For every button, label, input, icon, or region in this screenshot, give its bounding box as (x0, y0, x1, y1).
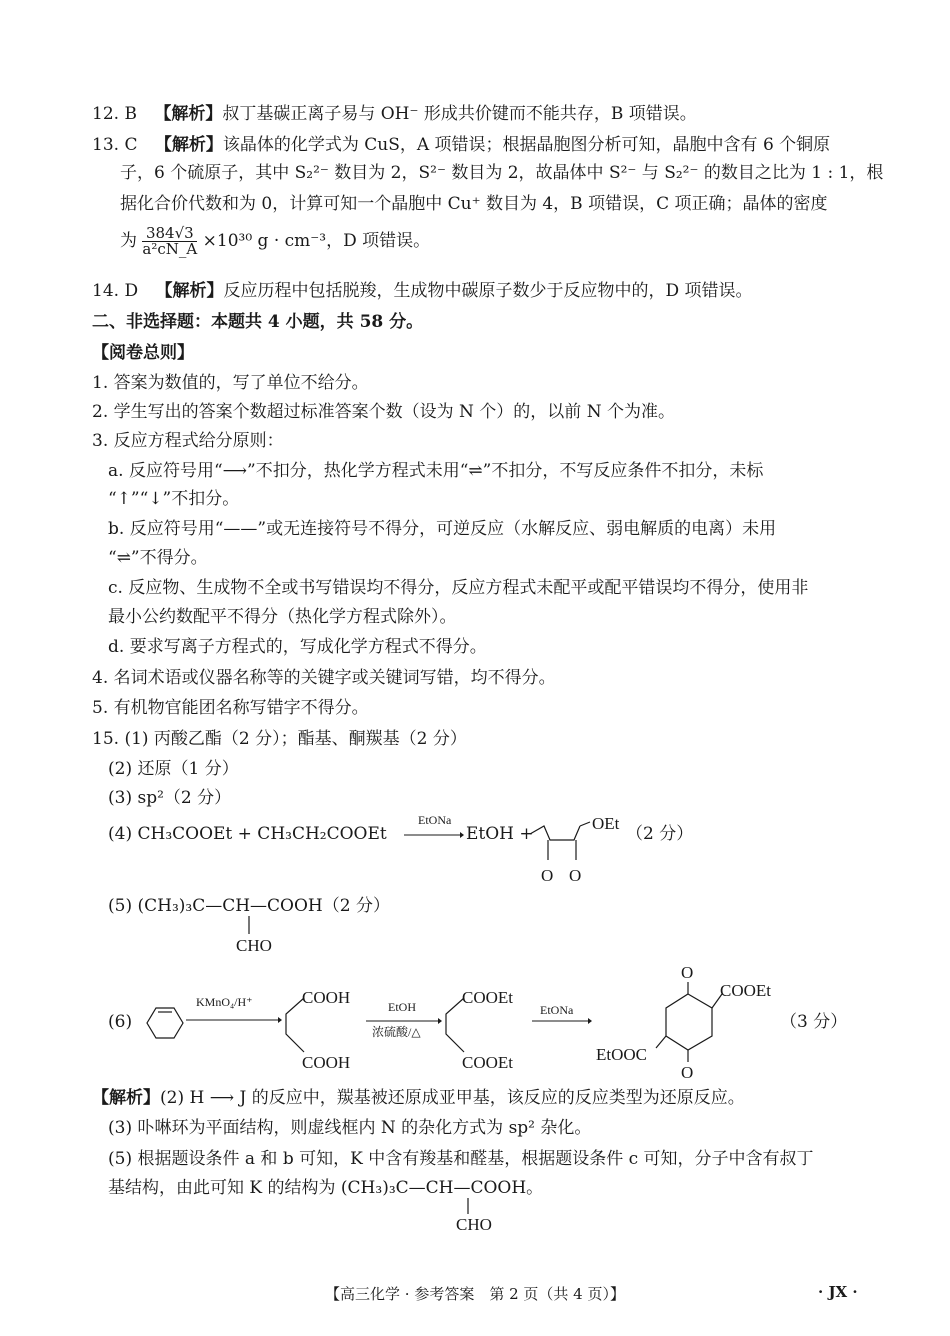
part5-cho: CHO (236, 936, 272, 955)
rule-3b-line1: b. 反应符号用“——”或无连接符号不得分，可逆反应（水解反应、弱电解质的电离）未用 (108, 519, 777, 539)
ring-etooc: EtOOC (596, 1045, 647, 1064)
answer-13-line4: 为 $\frac{384√3}{\text{a²cN\_A}}$ ×10³⁰ g · cm⁻³，D 项错误。 (120, 224, 431, 258)
cooet-bottom: COOEt (462, 1053, 513, 1072)
product-etoh: EtOH + (466, 824, 534, 844)
rule-3c-line1: c. 反应物、生成物不全或书写错误均不得分，反应方程式未配平或配平错误均不得分，使用非 (108, 578, 809, 598)
analysis-part3: (3) 卟啉环为平面结构，则虚线框内 N 的杂化方式为 sp² 杂化。 (108, 1118, 592, 1138)
part6-label: (6) (108, 1012, 133, 1032)
reaction-condition-etona: EtONa (418, 813, 452, 827)
rule-3d: d. 要求写离子方程式的，写成化学方程式不得分。 (108, 637, 487, 657)
cooh-bottom: COOH (302, 1053, 351, 1072)
answer-13-line2: 子，6 个硫原子，其中 S₂²⁻ 数目为 2，S²⁻ 数目为 2，故晶体中 S²⁻ 与 S₂²⁻ 的数目之比为 1 : 1，根 (120, 163, 884, 183)
analysis-part5-line1: (5) 根据题设条件 a 和 b 可知，K 中含有羧基和醛基，根据题设条件 c 可知，分子中含有叔丁 (108, 1149, 814, 1169)
condition-etona: EtONa (540, 1003, 574, 1017)
density-fraction: $\frac{384√3}{\text{a²cN\_A}}$ (142, 224, 198, 258)
condition-h2so4: 浓硫酸/△ (372, 1025, 421, 1039)
answer-15-part2: (2) 还原（1 分） (108, 759, 239, 779)
rule-3c-line2: 最小公约数配平不得分（热化学方程式除外）。 (108, 607, 457, 627)
footer-mark: · JX · (818, 1283, 858, 1301)
part6-score: （3 分） (780, 1012, 848, 1032)
condition-kmno4: KMnO₄/H⁺ (196, 995, 253, 1009)
answer-15-part3: (3) sp²（2 分） (108, 788, 232, 808)
answer-15-part4-reactants: (4) CH₃COOEt + CH₃CH₂COOEt (108, 824, 387, 844)
section-title: 二、非选择题：本题共 4 小题，共 58 分。 (92, 312, 424, 332)
answer-14: 14. D 【解析】反应历程中包括脱羧，生成物中碳原子数少于反应物中的，D 项错误。 (92, 281, 753, 301)
rule-1: 1. 答案为数值的，写了单位不给分。 (92, 373, 369, 393)
rule-4: 4. 名词术语或仪器名称等的关键字或关键词写错，均不得分。 (92, 668, 556, 688)
oet-group: OEt (592, 814, 620, 833)
reaction-arrow-icon (186, 1015, 282, 1025)
answer-13-line1: 13. C 【解析】该晶体的化学式为 CuS，A 项错误；根据晶胞图分析可知，晶胞中含有 6 个铜原 (92, 135, 831, 155)
page-footer: 【高三化学 · 参考答案 第 2 页（共 4 页）】 (325, 1285, 625, 1303)
part4-score: （2 分） (626, 824, 694, 844)
carbonyl-o-2: O (569, 866, 582, 885)
answer-15-part1: 15. (1) 丙酸乙酯（2 分）；酯基、酮羰基（2 分） (92, 729, 467, 749)
rule-3: 3. 反应方程式给分原则： (92, 431, 284, 451)
rule-3a-line2: “↑”“↓”不扣分。 (108, 489, 240, 509)
answer-12: 12. B 【解析】叔丁基碳正离子易与 OH⁻ 形成共价键而不能共存，B 项错误。 (92, 104, 697, 124)
rules-title: 【阅卷总则】 (92, 343, 194, 363)
ring-o-bottom: O (681, 1063, 694, 1082)
reaction-arrow-icon (532, 1016, 592, 1026)
bond-line-icon (466, 1198, 470, 1216)
ring-cooet: COOEt (720, 981, 771, 1000)
analysis-part2: 【解析】(2) H ⟶ J 的反应中，羰基被还原成亚甲基，该反应的反应类型为还原反应。 (92, 1088, 745, 1108)
cooh-top: COOH (302, 988, 351, 1007)
answer-15-part5: (5) (CH₃)₃C—CH—COOH（2 分） (108, 896, 390, 916)
rule-5: 5. 有机物官能团名称写错字不得分。 (92, 698, 369, 718)
cooet-top: COOEt (462, 988, 513, 1007)
rule-2: 2. 学生写出的答案个数超过标准答案个数（设为 N 个）的，以前 N 个为准。 (92, 402, 675, 422)
carbonyl-o-1: O (541, 866, 554, 885)
cyclohexene-icon (146, 1006, 186, 1040)
rule-3b-line2: “⇌”不得分。 (108, 548, 208, 568)
ring-o-top: O (681, 963, 694, 982)
analysis-cho: CHO (456, 1215, 492, 1234)
rule-3a-line1: a. 反应符号用“⟶”不扣分，热化学方程式未用“⇌”不扣分，不写反应条件不扣分，未标 (108, 461, 764, 481)
analysis-part5-line2: 基结构，由此可知 K 的结构为 (CH₃)₃C—CH—COOH。 (108, 1178, 544, 1198)
answer-13-line3: 据化合价代数和为 0，计算可知一个晶胞中 Cu⁺ 数目为 4，B 项错误，C 项正确；晶体的密度 (120, 194, 828, 214)
condition-etoh: EtOH (388, 1000, 416, 1014)
bond-line-icon (247, 916, 251, 936)
reaction-arrow-icon (404, 830, 464, 840)
